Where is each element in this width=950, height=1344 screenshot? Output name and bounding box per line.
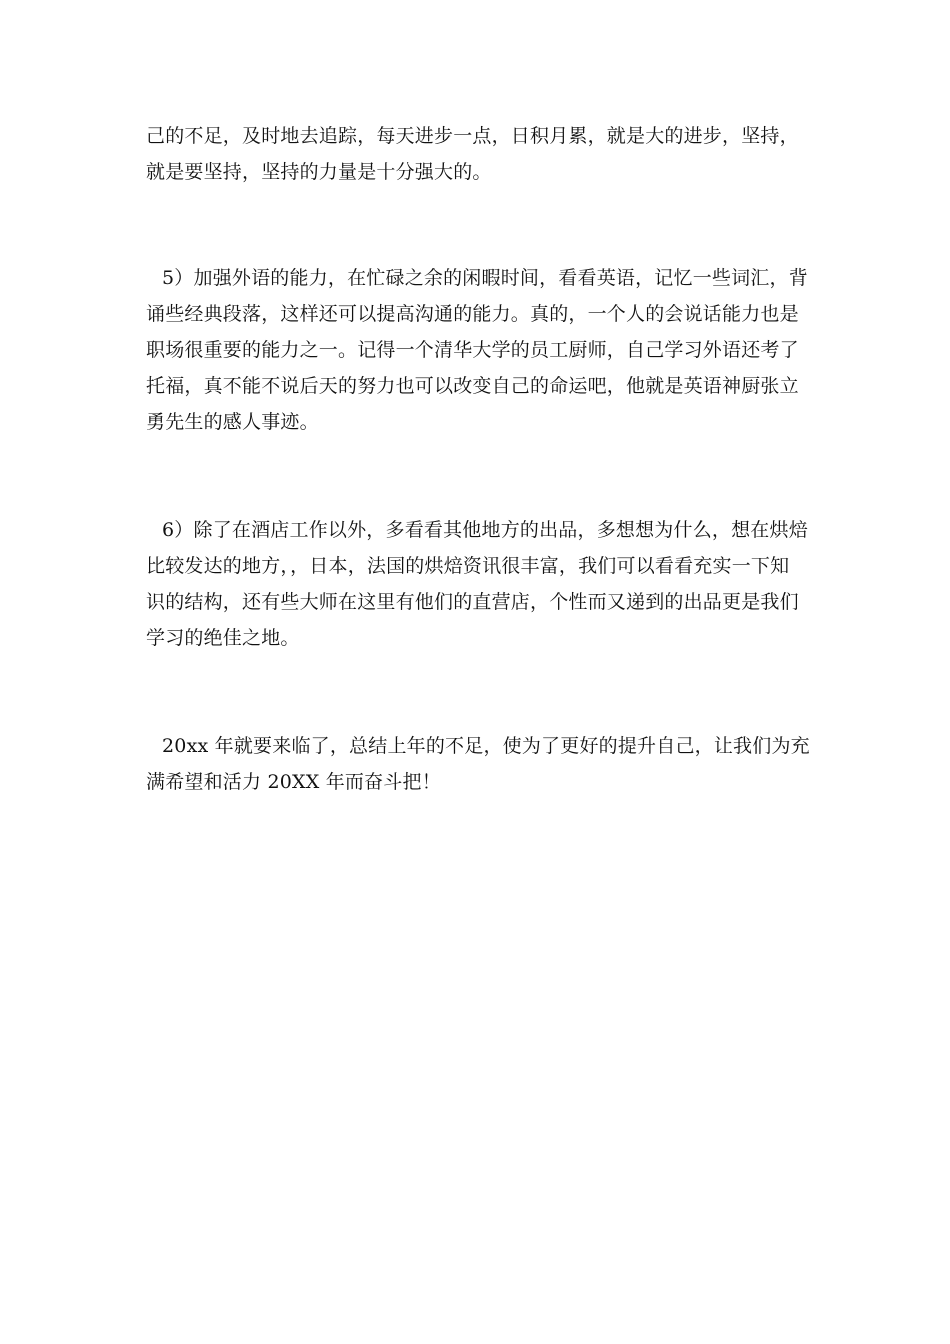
paragraph-line: 职场很重要的能力之一。记得一个清华大学的员工厨师，自己学习外语还考了	[146, 339, 799, 361]
paragraph-conclusion	[146, 728, 808, 800]
paragraph-line: 6）除了在酒店工作以外，多看看其他地方的出品，多想想为什么，想在烘焙	[162, 519, 808, 541]
paragraph-line: 20xx 年就要来临了，总结上年的不足，使为了更好的提升自己，让我们为充	[162, 735, 810, 757]
paragraph-line: 就是要坚持，坚持的力量是十分强大的。	[146, 161, 492, 183]
paragraph-line: 识的结构，还有些大师在这里有他们的直营店，个性而又递到的出品更是我们	[146, 591, 799, 613]
paragraph-item-6	[146, 512, 808, 656]
paragraph-line: 比较发达的地方，，日本，法国的烘焙资讯很丰富，我们可以看看充实一下知	[146, 555, 790, 577]
paragraph-item-5	[146, 260, 808, 440]
paragraph-line: 己的不足，及时地去追踪，每天进步一点，日积月累，就是大的进步，坚持，	[146, 125, 799, 147]
paragraph-line: 勇先生的感人事迹。	[146, 411, 319, 433]
paragraph-line: 诵些经典段落，这样还可以提高沟通的能力。真的，一个人的会说话能力也是	[146, 303, 799, 325]
paragraph-line: 托福，真不能不说后天的努力也可以改变自己的命运吧，他就是英语神厨张立	[146, 375, 799, 397]
paragraph-line: 学习的绝佳之地。	[146, 627, 300, 649]
paragraph-persistence	[146, 118, 808, 190]
paragraph-line: 满希望和活力 20XX 年而奋斗把！	[146, 771, 441, 793]
paragraph-line: 5）加强外语的能力，在忙碌之余的闲暇时间，看看英语，记忆一些词汇，背	[162, 267, 808, 289]
